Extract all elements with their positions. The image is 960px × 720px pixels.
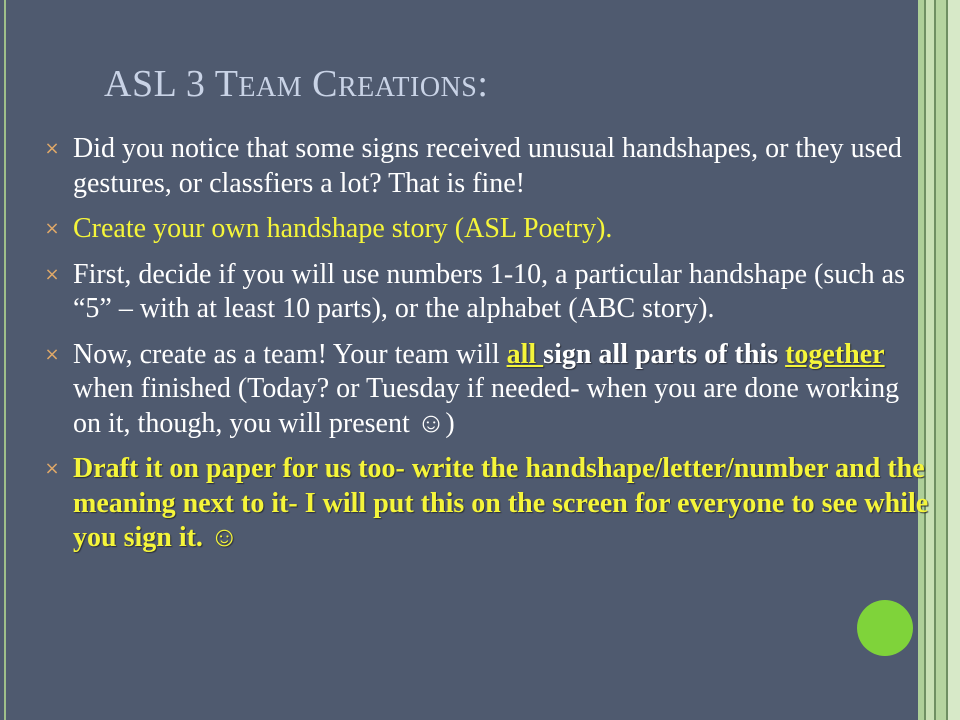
smiley-icon: ☺ (416, 407, 446, 439)
bullet-text: ) (445, 407, 455, 439)
x-bullet-icon: × (44, 343, 60, 365)
title-text: C (302, 63, 338, 105)
bullet-text: Did you notice that some signs received unusual handshapes, or they used gestures, or classfiers a lot? That is fine! (73, 133, 902, 199)
smiley-icon: ☺ (209, 522, 239, 553)
right-band-stripe (936, 0, 946, 720)
title-text: REATIONS (338, 72, 478, 103)
x-bullet-icon: × (44, 218, 60, 239)
title-text: : (477, 63, 489, 105)
bullet-text: Draft it on paper for us too- write the handshape/letter/number and the meaning next to it- I will put this on the screen for everyone to see while you sign it. (73, 453, 929, 553)
bullet-list (40, 132, 930, 567)
bullet-item (40, 132, 930, 201)
right-band-stripe (948, 0, 960, 720)
green-circle-decoration (857, 600, 913, 656)
bullet-text: Now, create as a team! Your team will (73, 338, 507, 370)
bullet-text: when finished (Today? or Tuesday if needed- when you are done working on it, though, you will present (73, 373, 900, 439)
bullet-item (40, 452, 930, 556)
emphasis-text: all (506, 338, 544, 370)
bullet-item (40, 212, 930, 247)
emphasis-text: together (785, 338, 885, 370)
title-text: EAM (238, 72, 303, 103)
emphasis-text: sign all parts of this (543, 338, 786, 370)
bullet-text: Create your own handshape story (ASL Poetry). (73, 213, 613, 244)
title-text: ASL 3 T (104, 63, 239, 105)
x-bullet-icon: × (44, 138, 60, 159)
slide-title (104, 62, 488, 106)
bullet-item (40, 258, 930, 327)
bullet-text: First, decide if you will use numbers 1-10, a particular handshape (such as “5” – with at least 10 parts), or the alphabet (ABC story). (73, 258, 906, 324)
bullet-item (40, 338, 930, 442)
left-accent-stripe (4, 0, 6, 720)
x-bullet-icon: × (44, 263, 60, 285)
x-bullet-icon: × (44, 458, 60, 479)
